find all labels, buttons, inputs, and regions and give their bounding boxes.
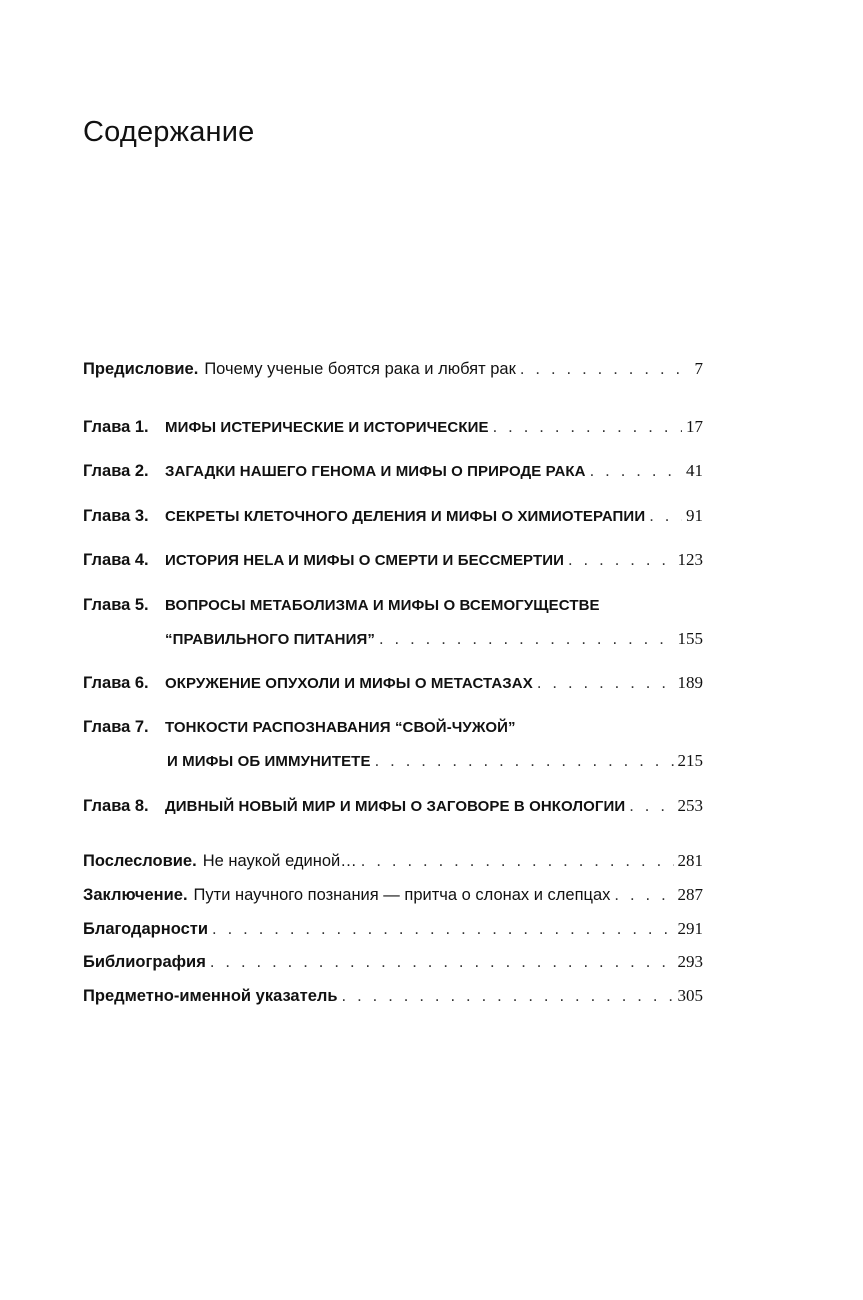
chapter-title: ДИВНЫЙ НОВЫЙ МИР И МИФЫ О ЗАГОВОРЕ В ОНКОЛОГИИ	[165, 798, 626, 815]
toc-entry-bibliography[interactable]	[83, 951, 703, 973]
chapter-label: Глава 8.	[83, 797, 149, 815]
entry-page: 305	[677, 986, 703, 1005]
chapter-page: 253	[677, 796, 703, 815]
toc-entry-chapter-2[interactable]	[83, 460, 703, 483]
entry-page: 7	[694, 359, 703, 378]
dot-leader	[210, 951, 674, 973]
chapter-label: Глава 1.	[83, 418, 149, 436]
dot-leader	[568, 549, 674, 571]
chapter-page: 189	[677, 673, 703, 692]
entry-page: 293	[677, 952, 703, 971]
toc-entry-preface[interactable]	[83, 358, 703, 380]
entry-page: 291	[677, 919, 703, 938]
chapter-page: 17	[686, 417, 703, 436]
dot-leader	[590, 460, 682, 482]
dot-leader	[212, 918, 674, 940]
dot-leader	[629, 795, 673, 817]
chapter-title-continued: “ПРАВИЛЬНОГО ПИТАНИЯ”	[165, 631, 375, 648]
chapter-title: ОКРУЖЕНИЕ ОПУХОЛИ И МИФЫ О МЕТАСТАЗАХ	[165, 675, 533, 692]
chapter-page: 155	[677, 629, 703, 648]
entry-title: Почему ученые боятся рака и любят рак	[204, 360, 516, 378]
toc-entry-acknowledgements[interactable]	[83, 918, 703, 940]
entry-page: 287	[677, 885, 703, 904]
toc-entry-chapter-5[interactable]	[83, 594, 703, 617]
chapter-label: Глава 3.	[83, 507, 149, 525]
chapter-title: ЗАГАДКИ НАШЕГО ГЕНОМА И МИФЫ О ПРИРОДЕ РАКА	[165, 463, 586, 480]
chapter-page: 91	[686, 506, 703, 525]
chapter-label: Глава 4.	[83, 551, 149, 569]
chapter-title: ВОПРОСЫ МЕТАБОЛИЗМА И МИФЫ О ВСЕМОГУЩЕСТВЕ	[165, 597, 600, 614]
chapter-title: ТОНКОСТИ РАСПОЗНАВАНИЯ “СВОЙ-ЧУЖОЙ”	[165, 719, 516, 736]
toc-entry-chapter-4[interactable]	[83, 549, 703, 572]
entry-label: Предметно-именной указатель	[83, 987, 338, 1005]
entry-label: Библиография	[83, 953, 206, 971]
entry-label: Послесловие.	[83, 852, 197, 870]
chapter-page: 123	[677, 550, 703, 569]
dot-leader	[361, 850, 674, 872]
chapter-title: СЕКРЕТЫ КЛЕТОЧНОГО ДЕЛЕНИЯ И МИФЫ О ХИМИОТЕРАПИИ	[165, 508, 646, 525]
chapter-title: МИФЫ ИСТЕРИЧЕСКИЕ И ИСТОРИЧЕСКИЕ	[165, 419, 489, 436]
chapter-label: Глава 5.	[83, 596, 149, 614]
chapter-page: 215	[677, 751, 703, 770]
entry-page: 281	[677, 851, 703, 870]
toc-entry-chapter-7-continued[interactable]	[83, 750, 703, 773]
toc-entry-chapter-8[interactable]	[83, 795, 703, 818]
toc-entry-chapter-3[interactable]	[83, 505, 703, 528]
entry-label: Заключение.	[83, 886, 188, 904]
dot-leader	[379, 628, 674, 650]
toc-entry-index[interactable]	[83, 985, 703, 1007]
dot-leader	[493, 416, 682, 438]
toc-entry-conclusion[interactable]	[83, 884, 703, 906]
entry-label: Предисловие.	[83, 360, 199, 378]
dot-leader	[342, 985, 674, 1007]
chapter-title-continued: И МИФЫ ОБ ИММУНИТЕТЕ	[167, 753, 371, 770]
dot-leader	[520, 358, 691, 380]
page-title: Содержание	[83, 116, 255, 148]
chapter-label: Глава 2.	[83, 462, 149, 480]
toc-entry-chapter-7[interactable]	[83, 716, 703, 739]
dot-leader	[614, 884, 673, 906]
entry-title: Пути научного познания — притча о слонах и слепцах	[193, 886, 611, 904]
chapter-label: Глава 6.	[83, 674, 149, 692]
entry-title: Не наукой единой…	[202, 852, 357, 870]
dot-leader	[375, 750, 674, 772]
chapter-title: ИСТОРИЯ HELA И МИФЫ О СМЕРТИ И БЕССМЕРТИИ	[165, 552, 564, 569]
entry-label: Благодарности	[83, 920, 208, 938]
chapter-label: Глава 7.	[83, 718, 149, 736]
toc-entry-chapter-1[interactable]	[83, 416, 703, 439]
toc-entry-chapter-6[interactable]	[83, 672, 703, 695]
chapter-page: 41	[686, 461, 703, 480]
dot-leader	[649, 505, 682, 527]
dot-leader	[537, 672, 674, 694]
toc-entry-afterword[interactable]	[83, 850, 703, 872]
toc-entry-chapter-5-continued[interactable]	[83, 628, 703, 651]
